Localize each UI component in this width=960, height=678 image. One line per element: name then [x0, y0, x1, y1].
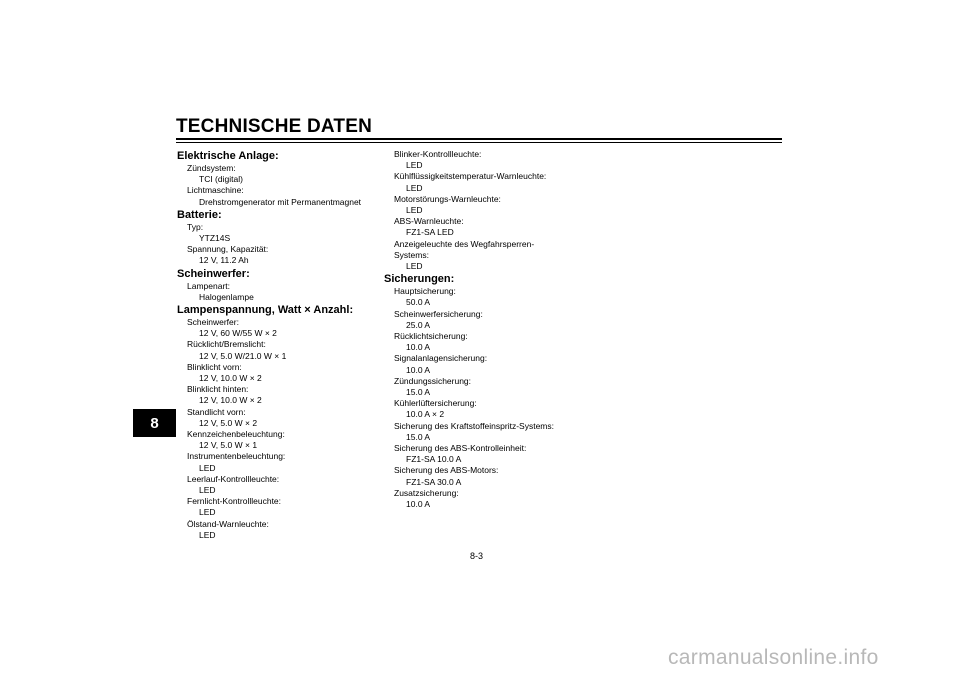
spec-value: 12 V, 5.0 W × 1	[199, 440, 258, 451]
section-heading: Scheinwerfer:	[177, 267, 250, 280]
spec-label: Fernlicht-Kontrollleuchte:	[187, 496, 282, 507]
spec-label: Systems:	[394, 249, 429, 260]
chapter-tab: 8	[133, 409, 176, 437]
spec-label: Hauptsicherung:	[394, 286, 456, 297]
spec-label: Typ:	[187, 221, 204, 232]
page-number: 8-3	[470, 551, 484, 561]
title-rule-thin	[176, 142, 782, 143]
spec-label: Rücklicht/Bremslicht:	[187, 339, 266, 350]
spec-value: 12 V, 11.2 Ah	[199, 255, 249, 266]
spec-label: Lichtmaschine:	[187, 185, 244, 196]
watermark: carmanualsonline.info	[668, 646, 879, 669]
spec-label: ABS-Warnleuchte:	[394, 216, 464, 227]
spec-label: Sicherung des Kraftstoffeinspritz-Systems:	[394, 420, 554, 431]
spec-value: YTZ14S	[199, 233, 231, 244]
spec-value: LED	[406, 261, 423, 272]
spec-label: Kühlflüssigkeitstemperatur-Warnleuchte:	[394, 171, 547, 182]
section-heading: Batterie:	[177, 208, 222, 221]
spec-label: Zusatzsicherung:	[394, 487, 459, 498]
spec-label: Blinklicht hinten:	[187, 384, 249, 395]
spec-label: Signalanlagensicherung:	[394, 353, 488, 364]
left-spec-column	[177, 149, 377, 541]
page-title: TECHNISCHE DATEN	[176, 116, 373, 137]
spec-value: 10.0 A	[406, 342, 431, 353]
spec-value: LED	[199, 507, 216, 518]
title-rule-thick	[176, 138, 782, 140]
spec-label: Ölstand-Warnleuchte:	[187, 518, 269, 529]
spec-label: Kühlerlüftersicherung:	[394, 398, 477, 409]
spec-value: 10.0 A	[406, 499, 431, 510]
spec-value: 12 V, 60 W/55 W × 2	[199, 328, 277, 339]
spec-value: FZ1-SA 30.0 A	[406, 476, 462, 487]
spec-value: 25.0 A	[406, 319, 431, 330]
spec-value: 12 V, 10.0 W × 2	[199, 395, 262, 406]
spec-label: Standlicht vorn:	[187, 406, 246, 417]
spec-label: Kennzeichenbeleuchtung:	[187, 429, 285, 440]
spec-label: Blinker-Kontrollleuchte:	[394, 149, 482, 159]
spec-value: 10.0 A × 2	[406, 409, 445, 420]
spec-label: Zündsystem:	[187, 163, 236, 173]
spec-value: LED	[199, 485, 216, 496]
spec-label: Sicherung des ABS-Kontrolleinheit:	[394, 443, 527, 454]
spec-value: 50.0 A	[406, 297, 431, 308]
spec-label: Sicherung des ABS-Motors:	[394, 465, 499, 476]
spec-value: FZ1-SA LED	[406, 227, 454, 238]
spec-label: Instrumentenbeleuchtung:	[187, 451, 286, 462]
spec-value: 15.0 A	[406, 431, 431, 442]
right-spec-column	[384, 149, 604, 510]
spec-label: Scheinwerfer:	[187, 317, 239, 328]
spec-value: LED	[406, 182, 423, 193]
spec-value: LED	[406, 205, 423, 216]
spec-value: 12 V, 10.0 W × 2	[199, 373, 262, 384]
spec-value: 12 V, 5.0 W/21.0 W × 1	[199, 350, 287, 361]
spec-value: 12 V, 5.0 W × 2	[199, 417, 258, 428]
spec-value: 10.0 A	[406, 364, 431, 375]
spec-value: FZ1-SA 10.0 A	[406, 454, 462, 465]
spec-label: Blinklicht vorn:	[187, 361, 242, 372]
section-heading: Elektrische Anlage:	[177, 150, 279, 162]
spec-label: Rücklichtsicherung:	[394, 331, 468, 342]
spec-value: TCI (digital)	[199, 174, 243, 185]
spec-label: Zündungssicherung:	[394, 375, 472, 386]
spec-value: LED	[406, 160, 423, 171]
spec-label: Motorstörungs-Warnleuchte:	[394, 193, 501, 204]
spec-label: Spannung, Kapazität:	[187, 244, 269, 255]
spec-value: Halogenlampe	[199, 291, 254, 302]
spec-value: 15.0 A	[406, 387, 431, 398]
section-heading: Sicherungen:	[384, 273, 455, 286]
spec-value: Drehstromgenerator mit Permanentmagnet	[199, 196, 362, 207]
spec-label: Scheinwerfersicherung:	[394, 308, 483, 319]
spec-label: Lampenart:	[187, 280, 230, 291]
spec-value: LED	[199, 462, 216, 473]
spec-value: LED	[199, 529, 216, 540]
section-heading: Lampenspannung, Watt × Anzahl:	[177, 304, 354, 317]
spec-label: Anzeigeleuchte des Wegfahrsperren-	[394, 238, 535, 249]
spec-label: Leerlauf-Kontrollleuchte:	[187, 473, 280, 484]
